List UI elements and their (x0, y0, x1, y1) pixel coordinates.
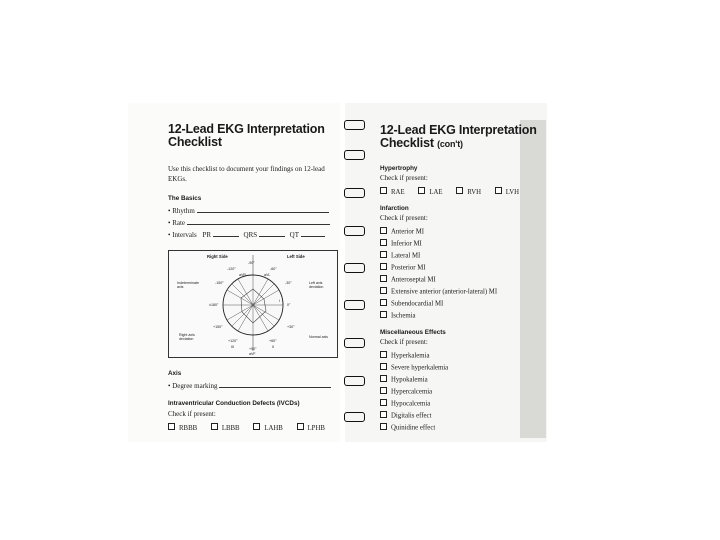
checkbox[interactable] (380, 399, 387, 406)
infarction-heading: Infarction (380, 205, 409, 212)
indeterminate-axis-label: Indeterminate axis (177, 281, 199, 289)
right-title-line2 (380, 137, 463, 151)
checkbox[interactable] (456, 187, 463, 194)
infarction-item-subendocardial-mi[interactable]: Subendocardial MI (380, 299, 443, 308)
left-side-label: Left Side (287, 254, 305, 259)
deg-neg120: -120° (227, 267, 236, 271)
axis-diagram (168, 250, 338, 358)
misc-item-hypocalcemia[interactable]: Hypocalcemia (380, 399, 430, 408)
ivcd-option-lphb[interactable]: LPHB (297, 425, 325, 432)
hypertrophy-option-rae[interactable]: RAE (380, 189, 405, 196)
misc-item-hypercalcemia[interactable]: Hypercalcemia (380, 387, 432, 396)
lead-i: I (279, 299, 280, 303)
rate-field[interactable] (168, 218, 330, 227)
hypertrophy-options (380, 187, 531, 196)
infarction-item-inferior-mi[interactable]: Inferior MI (380, 239, 422, 248)
checkbox[interactable] (380, 311, 387, 318)
deg-neg60: -60° (270, 267, 277, 271)
checkbox[interactable] (495, 187, 502, 194)
deg-pos60: +60° (269, 339, 277, 343)
qt-label: QT (289, 231, 299, 239)
infarction-item-ischemia[interactable]: Ischemia (380, 311, 416, 320)
checkbox[interactable] (380, 251, 387, 258)
checkbox[interactable] (380, 275, 387, 282)
hypertrophy-heading: Hypertrophy (380, 165, 418, 172)
pr-label: PR (202, 231, 212, 239)
qrs-label: QRS (243, 231, 258, 239)
lead-avl: aVL (264, 273, 271, 277)
misc-heading: Miscellaneous Effects (380, 329, 446, 336)
misc-item-quinidine-effect[interactable]: Quinidine effect (380, 423, 435, 432)
checkbox[interactable] (380, 411, 387, 418)
pr-blank[interactable] (213, 230, 239, 237)
checkbox[interactable] (380, 263, 387, 270)
misc-check-if-present: Check if present: (380, 338, 428, 346)
hypertrophy-option-rvh[interactable]: RVH (456, 189, 481, 196)
intro-line2: EKGs. (168, 175, 187, 183)
checkbox[interactable] (380, 351, 387, 358)
normal-axis-label: Normal axis (309, 335, 328, 339)
infarction-item-extensive-anterior-mi[interactable]: Extensive anterior (anterior-lateral) MI (380, 287, 497, 296)
misc-item-hypokalemia[interactable]: Hypokalemia (380, 375, 428, 384)
checkbox[interactable] (297, 423, 304, 430)
right-title-line1: 12-Lead EKG Interpretation (380, 123, 537, 137)
lead-ii: II (272, 345, 274, 349)
hypertrophy-option-lvh[interactable]: LVH (495, 189, 519, 196)
ivcd-check-if-present: Check if present: (168, 410, 216, 418)
axis-heading: Axis (168, 370, 182, 377)
deg-neg90: -90° (248, 261, 255, 265)
hypertrophy-option-lae[interactable]: LAE (418, 189, 442, 196)
hypertrophy-check-if-present: Check if present: (380, 174, 428, 182)
intro-line1: Use this checklist to document your findings on 12-lead (168, 165, 325, 173)
infarction-item-anterior-mi[interactable]: Anterior MI (380, 227, 424, 236)
checkbox[interactable] (418, 187, 425, 194)
deg-neg30: -30° (285, 281, 292, 285)
basics-heading: The Basics (168, 195, 202, 202)
left-title-line1: 12-Lead EKG Interpretation (168, 122, 325, 136)
degree-marking-blank[interactable] (219, 381, 331, 388)
page-edge-shading (520, 120, 546, 438)
degree-marking-field[interactable] (168, 381, 331, 390)
right-axis-deviation-label: Right axis deviation (179, 333, 195, 341)
misc-item-hyperkalemia[interactable]: Hyperkalemia (380, 351, 430, 360)
deg-pos30: +30° (287, 325, 295, 329)
checkbox[interactable] (380, 375, 387, 382)
deg-pos120: +120° (228, 339, 238, 343)
deg-180: ±180° (209, 303, 219, 307)
intervals-field[interactable] (168, 230, 325, 239)
infarction-check-if-present: Check if present: (380, 214, 428, 222)
checkbox[interactable] (168, 423, 175, 430)
ivcd-heading: Intraventricular Conduction Defects (IVCDs) (168, 400, 300, 407)
lead-iii: III (231, 345, 234, 349)
checkbox[interactable] (380, 227, 387, 234)
qt-blank[interactable] (301, 230, 325, 237)
checkbox[interactable] (380, 423, 387, 430)
lead-avf: aVF (249, 352, 256, 356)
checkbox[interactable] (380, 363, 387, 370)
lead-avr: aVR (239, 273, 246, 277)
checkbox[interactable] (380, 287, 387, 294)
right-side-label: Right Side (207, 254, 228, 259)
rhythm-blank[interactable] (197, 206, 329, 213)
deg-neg150: -150° (215, 281, 224, 285)
left-axis-deviation-label: Left axis deviation (309, 281, 324, 289)
checkbox[interactable] (380, 239, 387, 246)
checkbox[interactable] (211, 423, 218, 430)
qrs-blank[interactable] (259, 230, 285, 237)
ivcd-option-lahb[interactable]: LAHB (253, 425, 283, 432)
ivcd-option-lbbb[interactable]: LBBB (211, 425, 240, 432)
rhythm-field[interactable] (168, 206, 329, 215)
checkbox[interactable] (380, 187, 387, 194)
right-title-suffix: (con't) (437, 139, 463, 149)
deg-0: 0° (287, 303, 291, 307)
infarction-item-posterior-mi[interactable]: Posterior MI (380, 263, 426, 272)
misc-item-digitalis-effect[interactable]: Digitalis effect (380, 411, 431, 420)
checkbox[interactable] (380, 387, 387, 394)
ivcd-options (168, 423, 337, 432)
right-title-checklist: Checklist (380, 136, 434, 150)
left-title-line2: Checklist (168, 135, 222, 149)
checkbox[interactable] (380, 299, 387, 306)
checkbox[interactable] (253, 423, 260, 430)
right-page (345, 103, 547, 442)
rate-label: • Rate (168, 219, 186, 227)
infarction-item-anteroseptal-mi[interactable]: Anteroseptal MI (380, 275, 436, 284)
hexaxial-wheel (169, 251, 337, 357)
misc-item-severe-hyperkalemia[interactable]: Severe hyperkalemia (380, 363, 448, 372)
degree-marking-label: • Degree marking (168, 382, 218, 390)
rhythm-label: • Rhythm (168, 207, 195, 215)
intervals-label: • Intervals (168, 231, 197, 239)
infarction-item-lateral-mi[interactable]: Lateral MI (380, 251, 420, 260)
deg-pos150: +150° (213, 325, 223, 329)
deg-pos90: +90° (249, 347, 257, 351)
rate-blank[interactable] (187, 218, 330, 225)
ivcd-option-rbbb[interactable]: RBBB (168, 425, 197, 432)
